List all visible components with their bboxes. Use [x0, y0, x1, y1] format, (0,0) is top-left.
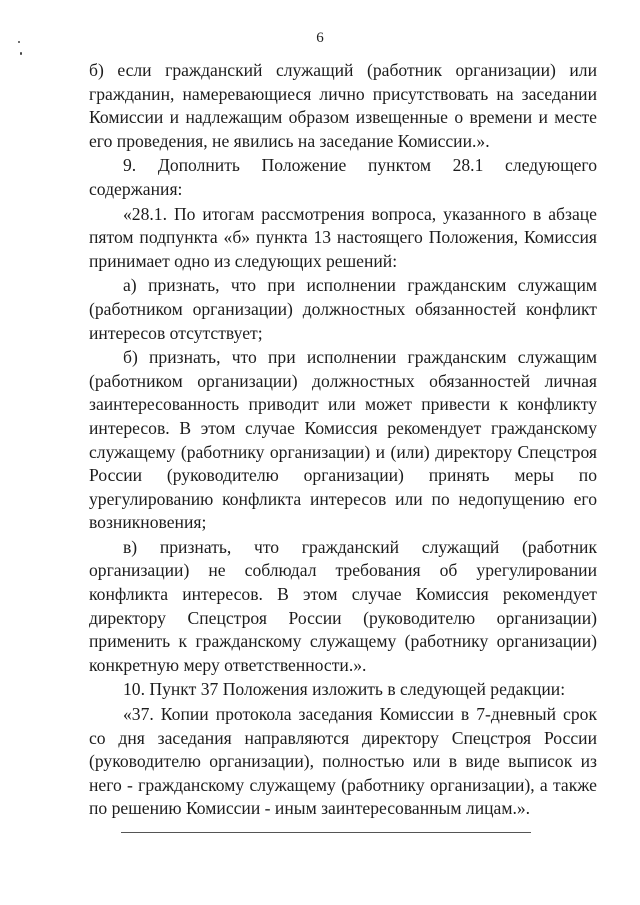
paragraph-item-10: 10. Пункт 37 Положения изложить в следующей редакции: [123, 679, 566, 700]
paragraph-commission-absence: б) если гражданский служащий (работник организации) или гражданин, намеревающиеся лично присутствовать на заседании Комиссии и надлежащим образом извещенные о времени и месте его проведения, не явились на заседание Комиссии.». [89, 60, 597, 151]
paragraph-decision-v: в) признать, что гражданский служащий (работник организации) не соблюдал требования об урегулировании конфликта интересов. В этом случае Комиссия рекомендует директору Спецстроя России (руководителю организации) применить к гражданскому служащему (работнику организации) конкретную меру ответственности.». [89, 536, 597, 675]
footer-rule [121, 832, 531, 833]
paragraph-item-9: 9. Дополнить Положение пунктом 28.1 следующего содержания: [89, 155, 597, 199]
paragraph-decision-a: а) признать, что при исполнении гражданским служащим (работником организации) должностных обязанностей конфликт интересов отсутствует; [89, 275, 597, 343]
paragraph-decision-b: б) признать, что при исполнении гражданским служащим (работником организации) должностных обязанностей личная заинтересованность приводит или может привести к конфликту интересов. В этом случае Комиссия рекомендует гражданскому служащему (работнику организации) и (или) директору Спецстроя России (руководителю организации) принять меры по урегулированию конфликта интересов или по недопущению его возникновения; [89, 347, 597, 533]
scan-speck [20, 52, 22, 55]
paragraph-item-37: «37. Копии протокола заседания Комиссии в 7-дневный срок со дня заседания направляются директору Спецстроя России (руководителю организации), полностью или в виде выписок из него - гражданскому служащему (работнику организации), а также по решению Комиссии - иным заинтересованным лицам.». [89, 704, 597, 819]
document-body [89, 59, 597, 821]
paragraph-item-28-1: «28.1. По итогам рассмотрения вопроса, указанного в абзаце пятом подпункта «б» пункта 13 настоящего Положения, Комиссия принимает одно из следующих решений: [89, 203, 597, 271]
page-number: 6 [316, 30, 324, 46]
